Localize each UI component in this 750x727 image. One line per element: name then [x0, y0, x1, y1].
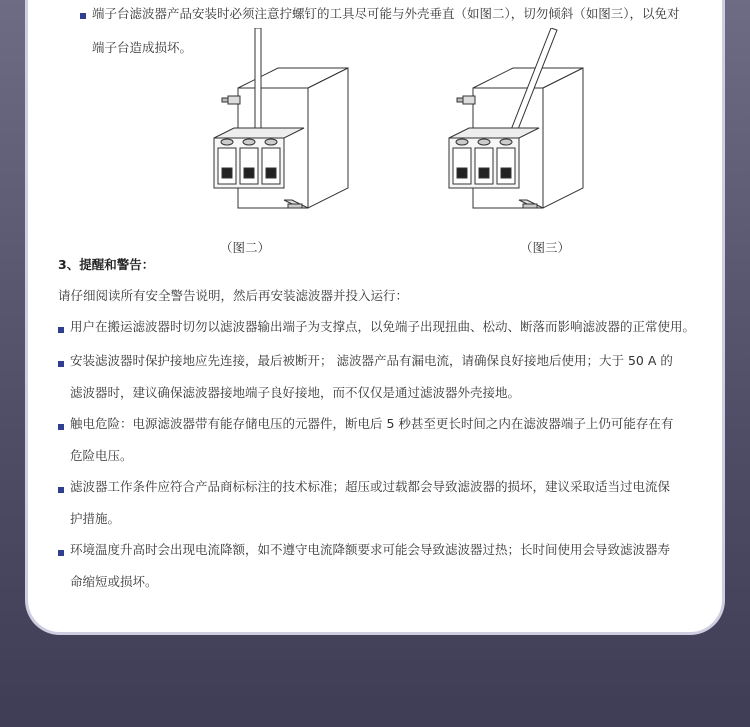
section-heading: 3、提醒和警告： — [58, 257, 155, 272]
warning-item-5-line-2: 命缩短或损坏。 — [70, 574, 158, 589]
bullet-icon — [58, 361, 64, 367]
figure-2-caption: （图二） — [220, 240, 271, 255]
warning-item-2-line-1: 安装滤波器时保护接地应先连接，最后被断开； 滤波器产品有漏电流，请确保良好接地后使用；大于 50 A 的 — [70, 353, 673, 368]
warning-item-3-line-1: 触电危险：电源滤波器带有能存储电压的元器件，断电后 5 秒甚至更长时间之内在滤波器端子上仍可能存在有 — [70, 416, 674, 431]
section-intro: 请仔细阅读所有安全警告说明，然后再安装滤波器并投入运行： — [58, 288, 409, 303]
intro-line-1: 端子台滤波器产品安装时必须注意拧螺钉的工具尽可能与外壳垂直（如图二），切勿倾斜（如图三），以免对 — [92, 6, 680, 21]
warning-item-4-line-1: 滤波器工作条件应符合产品商标标注的技术标准；超压或过载都会导致滤波器的损坏，建议采取适当过电流保 — [70, 479, 671, 494]
warning-item-3-line-2: 危险电压。 — [70, 448, 133, 463]
bullet-icon — [58, 327, 64, 333]
figure-3-drawing — [443, 28, 603, 218]
bullet-icon — [58, 424, 64, 430]
warning-item-2-line-2: 滤波器时，建议确保滤波器接地端子良好接地，而不仅仅是通过滤波器外壳接地。 — [70, 385, 521, 400]
warning-item-5-line-1: 环境温度升高时会出现电流降额，如不遵守电流降额要求可能会导致滤波器过热；长时间使用会导致滤波器寿 — [70, 542, 671, 557]
bullet-icon — [80, 13, 86, 19]
bullet-icon — [58, 487, 64, 493]
figure-3-caption: （图三） — [520, 240, 571, 255]
intro-line-2: 端子台造成损坏。 — [92, 40, 193, 55]
warning-item-1-line-1: 用户在搬运滤波器时切勿以滤波器输出端子为支撑点，以免端子出现扭曲、松动、断落而影响滤波器的正常使用。 — [70, 319, 696, 334]
figure-2-drawing — [208, 28, 368, 218]
warning-item-4-line-2: 护措施。 — [70, 511, 121, 526]
bullet-icon — [58, 550, 64, 556]
content-card — [28, 0, 722, 632]
